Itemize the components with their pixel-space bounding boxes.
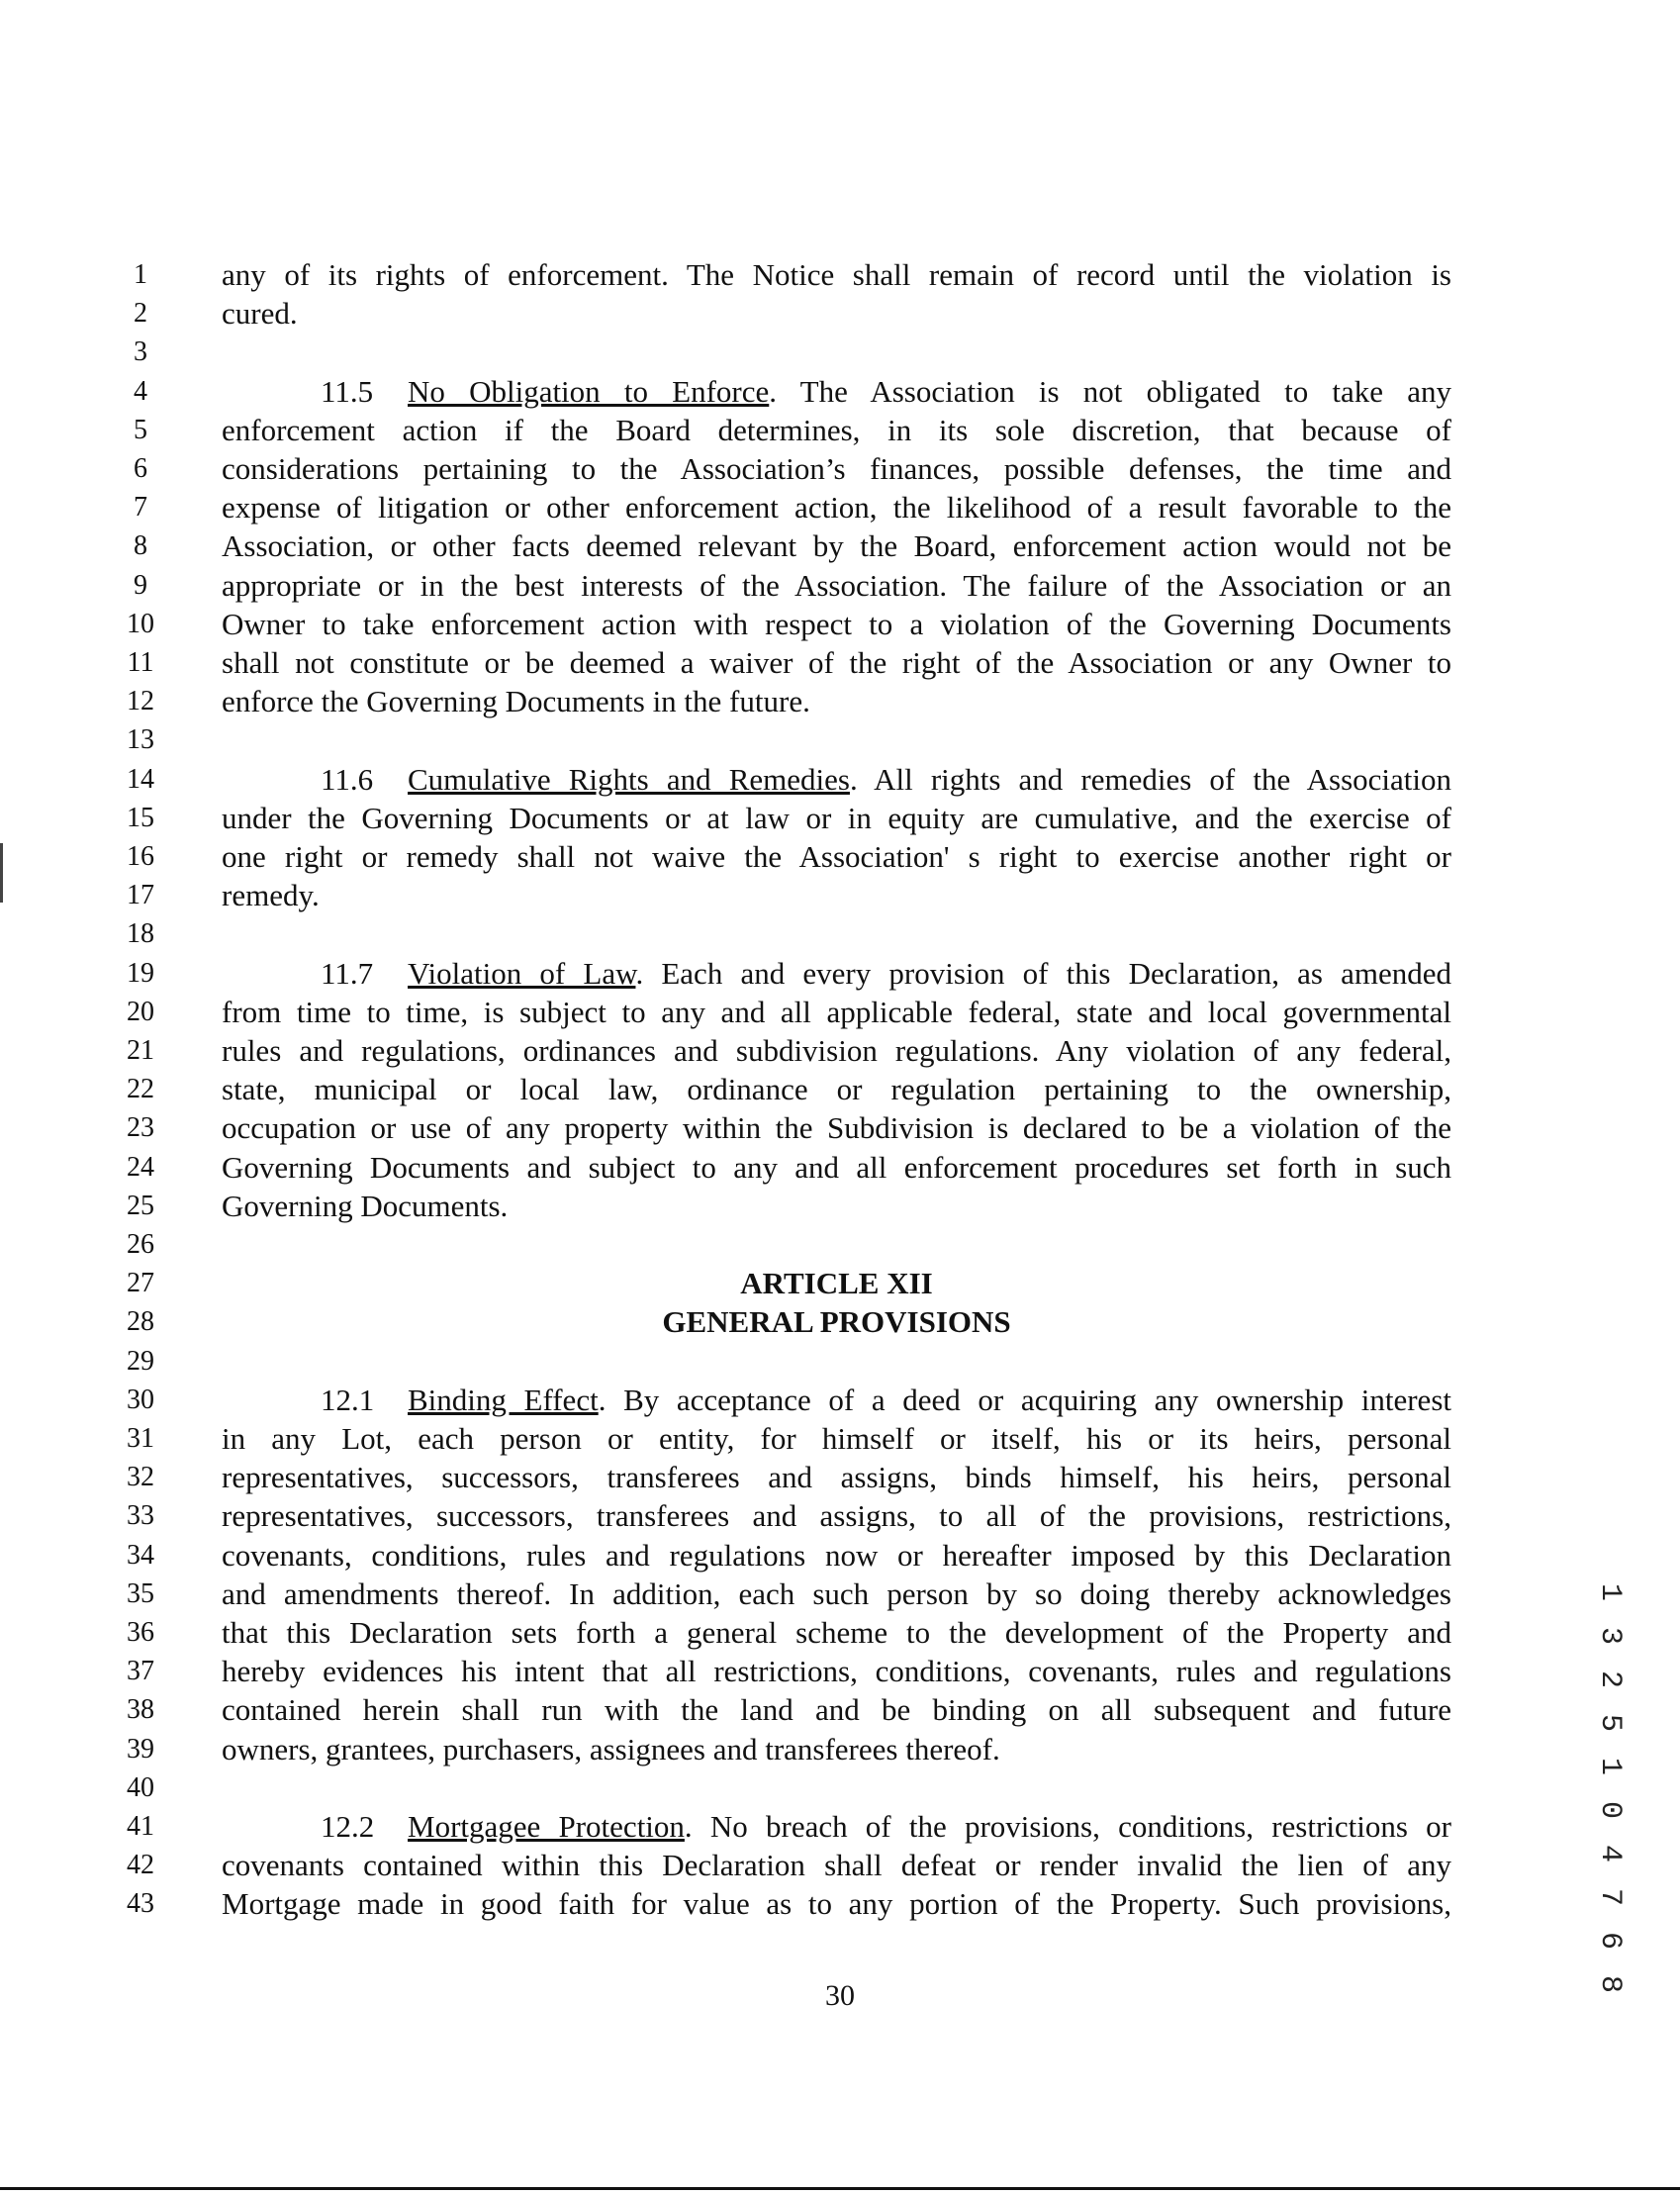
line-text: from time to time, is subject to any and all applicable federal, state and local governmental (222, 994, 1451, 1029)
line-text: in any Lot, each person or entity, for himself or itself, his or its heirs, personal (222, 1421, 1451, 1456)
line-number: 27 (127, 1268, 154, 1299)
line-text: enforce the Governing Documents in the future. (222, 684, 810, 719)
section-text: . Each and every provision of this Declaration, as amended (635, 955, 1451, 991)
line-number: 25 (127, 1190, 154, 1221)
document-line (0, 411, 1680, 450)
article-heading: ARTICLE XII (740, 1266, 933, 1301)
document-line (0, 876, 1680, 915)
line-text: covenants, conditions, rules and regulations now or hereafter imposed by this Declaration (222, 1537, 1451, 1573)
document-line (0, 837, 1680, 877)
line-text (222, 372, 1451, 412)
line-number: 39 (127, 1733, 154, 1765)
document-line (0, 1536, 1680, 1575)
page-number: 30 (825, 1979, 855, 2012)
section-text: . No breach of the provisions, conditions, restrictions or (684, 1809, 1451, 1844)
line-text: representatives, successors, transferees and assigns, binds himself, his heirs, personal (222, 1460, 1451, 1495)
document-line (0, 1575, 1680, 1614)
line-text: cured. (222, 296, 298, 332)
document-line (0, 954, 1680, 994)
line-text: rules and regulations, ordinances and subdivision regulations. Any violation of any federal, (222, 1033, 1451, 1068)
document-line (0, 914, 1680, 954)
line-text: hereby evidences his intent that all restrictions, conditions, covenants, rules and regulations (222, 1654, 1451, 1689)
line-text: contained herein shall run with the land and be binding on all subsequent and future (222, 1692, 1451, 1728)
line-number: 17 (127, 880, 154, 911)
line-text: and amendments thereof. In addition, each such person by so doing thereby acknowledges (222, 1575, 1451, 1611)
line-text: remedy. (222, 878, 320, 913)
document-line (0, 294, 1680, 334)
document-line (0, 760, 1680, 800)
section-text: . By acceptance of a deed or acquiring any ownership interest (598, 1382, 1451, 1417)
section-number: 11.5 (321, 373, 374, 409)
line-number: 2 (134, 298, 147, 330)
line-text (222, 1807, 1451, 1847)
line-number: 7 (134, 492, 147, 524)
line-number: 4 (134, 375, 147, 407)
line-number: 35 (127, 1577, 154, 1609)
document-line (0, 333, 1680, 372)
document-line (0, 1652, 1680, 1691)
document-line (0, 1187, 1680, 1226)
section-number: 11.6 (321, 761, 374, 797)
document-line (0, 1613, 1680, 1653)
line-number: 40 (127, 1771, 154, 1803)
document-line (0, 1225, 1680, 1265)
section-number: 11.7 (321, 955, 374, 991)
line-number: 37 (127, 1656, 154, 1687)
line-number: 15 (127, 802, 154, 833)
line-text (222, 760, 1451, 800)
line-number: 38 (127, 1694, 154, 1726)
line-number: 20 (127, 996, 154, 1027)
line-number: 9 (134, 569, 147, 601)
document-line (0, 526, 1680, 566)
document-line (0, 993, 1680, 1032)
document-line (0, 1070, 1680, 1109)
line-number: 28 (127, 1306, 154, 1338)
section-text: . The Association is not obligated to take any (769, 373, 1452, 409)
section-heading: Mortgagee Protection (408, 1809, 685, 1844)
line-text: appropriate or in the best interests of the Association. The failure of the Association or an (222, 567, 1451, 603)
line-number: 3 (134, 336, 147, 368)
document-line (0, 488, 1680, 527)
line-text: covenants contained within this Declaration shall defeat or render invalid the lien of any (222, 1848, 1451, 1883)
document-line (0, 372, 1680, 412)
section-heading: Binding Effect (408, 1382, 599, 1417)
document-line (0, 1381, 1680, 1420)
section-number: 12.2 (321, 1809, 375, 1844)
line-text (222, 1381, 1451, 1420)
line-number: 24 (127, 1151, 154, 1183)
document-line (0, 1458, 1680, 1497)
line-number: 1 (134, 259, 147, 290)
line-text: any of its rights of enforcement. The Notice shall remain of record until the violation is (222, 257, 1451, 292)
line-text: Governing Documents and subject to any and all enforcement procedures set forth in such (222, 1149, 1451, 1185)
line-text: Association, or other facts deemed relevant by the Board, enforcement action would not be (222, 528, 1451, 564)
document-line (0, 1302, 1680, 1342)
document-line (0, 1807, 1680, 1847)
document-line (0, 1264, 1680, 1303)
line-text: Mortgage made in good faith for value as to any portion of the Property. Such provisions, (222, 1886, 1451, 1922)
line-number: 26 (127, 1229, 154, 1260)
document-line (0, 682, 1680, 721)
document-line (0, 449, 1680, 489)
line-number: 16 (127, 841, 154, 872)
document-line (0, 255, 1680, 295)
document-line (0, 799, 1680, 838)
line-number: 19 (127, 957, 154, 989)
line-text (222, 954, 1451, 994)
line-number: 31 (127, 1423, 154, 1454)
document-line (0, 1342, 1680, 1382)
line-text: shall not constitute or be deemed a waiver of the right of the Association or any Owner to (222, 645, 1451, 680)
line-number: 23 (127, 1112, 154, 1144)
line-number: 41 (127, 1811, 154, 1842)
line-number: 21 (127, 1035, 154, 1066)
section-number: 12.1 (321, 1382, 375, 1417)
section-heading: Violation of Law (408, 955, 636, 991)
line-number: 36 (127, 1617, 154, 1648)
line-text: that this Declaration sets forth a general scheme to the development of the Property and (222, 1615, 1451, 1650)
document-line (0, 566, 1680, 606)
document-line (0, 1768, 1680, 1808)
line-text: Governing Documents. (222, 1188, 509, 1223)
document-line (0, 720, 1680, 760)
document-line (0, 1730, 1680, 1769)
document-line (0, 1846, 1680, 1885)
document-line (0, 1690, 1680, 1730)
line-text: enforcement action if the Board determines, in its sole discretion, that because of (222, 412, 1451, 447)
line-text: one right or remedy shall not waive the Association' s right to exercise another right or (222, 839, 1451, 874)
line-number: 14 (127, 763, 154, 795)
line-text: Owner to take enforcement action with respect to a violation of the Governing Documents (222, 606, 1451, 641)
document-line (0, 1419, 1680, 1459)
scan-bottom-border (0, 2187, 1680, 2190)
line-number: 18 (127, 918, 154, 950)
section-heading: No Obligation to Enforce (408, 373, 770, 409)
line-text: considerations pertaining to the Association’s finances, possible defenses, the time and (222, 451, 1451, 486)
document-line (0, 1148, 1680, 1188)
document-line (0, 1496, 1680, 1536)
line-number: 12 (127, 686, 154, 717)
line-number: 10 (127, 608, 154, 639)
line-number: 5 (134, 414, 147, 445)
recording-stamp: 1 3 2 5 1 0 4 7 6 8 (1593, 1583, 1627, 1998)
line-number: 42 (127, 1850, 154, 1881)
line-number: 34 (127, 1539, 154, 1571)
section-heading: Cumulative Rights and Remedies (408, 761, 850, 797)
line-text: expense of litigation or other enforcement action, the likelihood of a result favorable to the (222, 490, 1451, 525)
line-number: 33 (127, 1500, 154, 1532)
line-number: 11 (127, 647, 154, 678)
line-number: 13 (127, 724, 154, 756)
document-line (0, 1108, 1680, 1148)
document-line (0, 1031, 1680, 1071)
line-text: state, municipal or local law, ordinance or regulation pertaining to the ownership, (222, 1072, 1451, 1107)
section-text: . All rights and remedies of the Association (849, 761, 1451, 797)
line-number: 8 (134, 530, 147, 562)
line-number: 29 (127, 1345, 154, 1377)
document-line (0, 605, 1680, 644)
line-number: 30 (127, 1384, 154, 1415)
line-text: representatives, successors, transferees and assigns, to all of the provisions, restrictions, (222, 1498, 1451, 1534)
scan-edge-mark (0, 843, 3, 903)
line-number: 43 (127, 1888, 154, 1920)
line-text: owners, grantees, purchasers, assignees and transferees thereof. (222, 1731, 1000, 1766)
article-heading: GENERAL PROVISIONS (662, 1304, 1011, 1340)
line-number: 22 (127, 1074, 154, 1105)
line-text: occupation or use of any property within the Subdivision is declared to be a violation of the (222, 1110, 1451, 1146)
line-text: under the Governing Documents or at law or in equity are cumulative, and the exercise of (222, 800, 1451, 835)
line-number: 32 (127, 1462, 154, 1493)
line-number: 6 (134, 453, 147, 484)
document-line (0, 643, 1680, 683)
document-line (0, 1884, 1680, 1924)
